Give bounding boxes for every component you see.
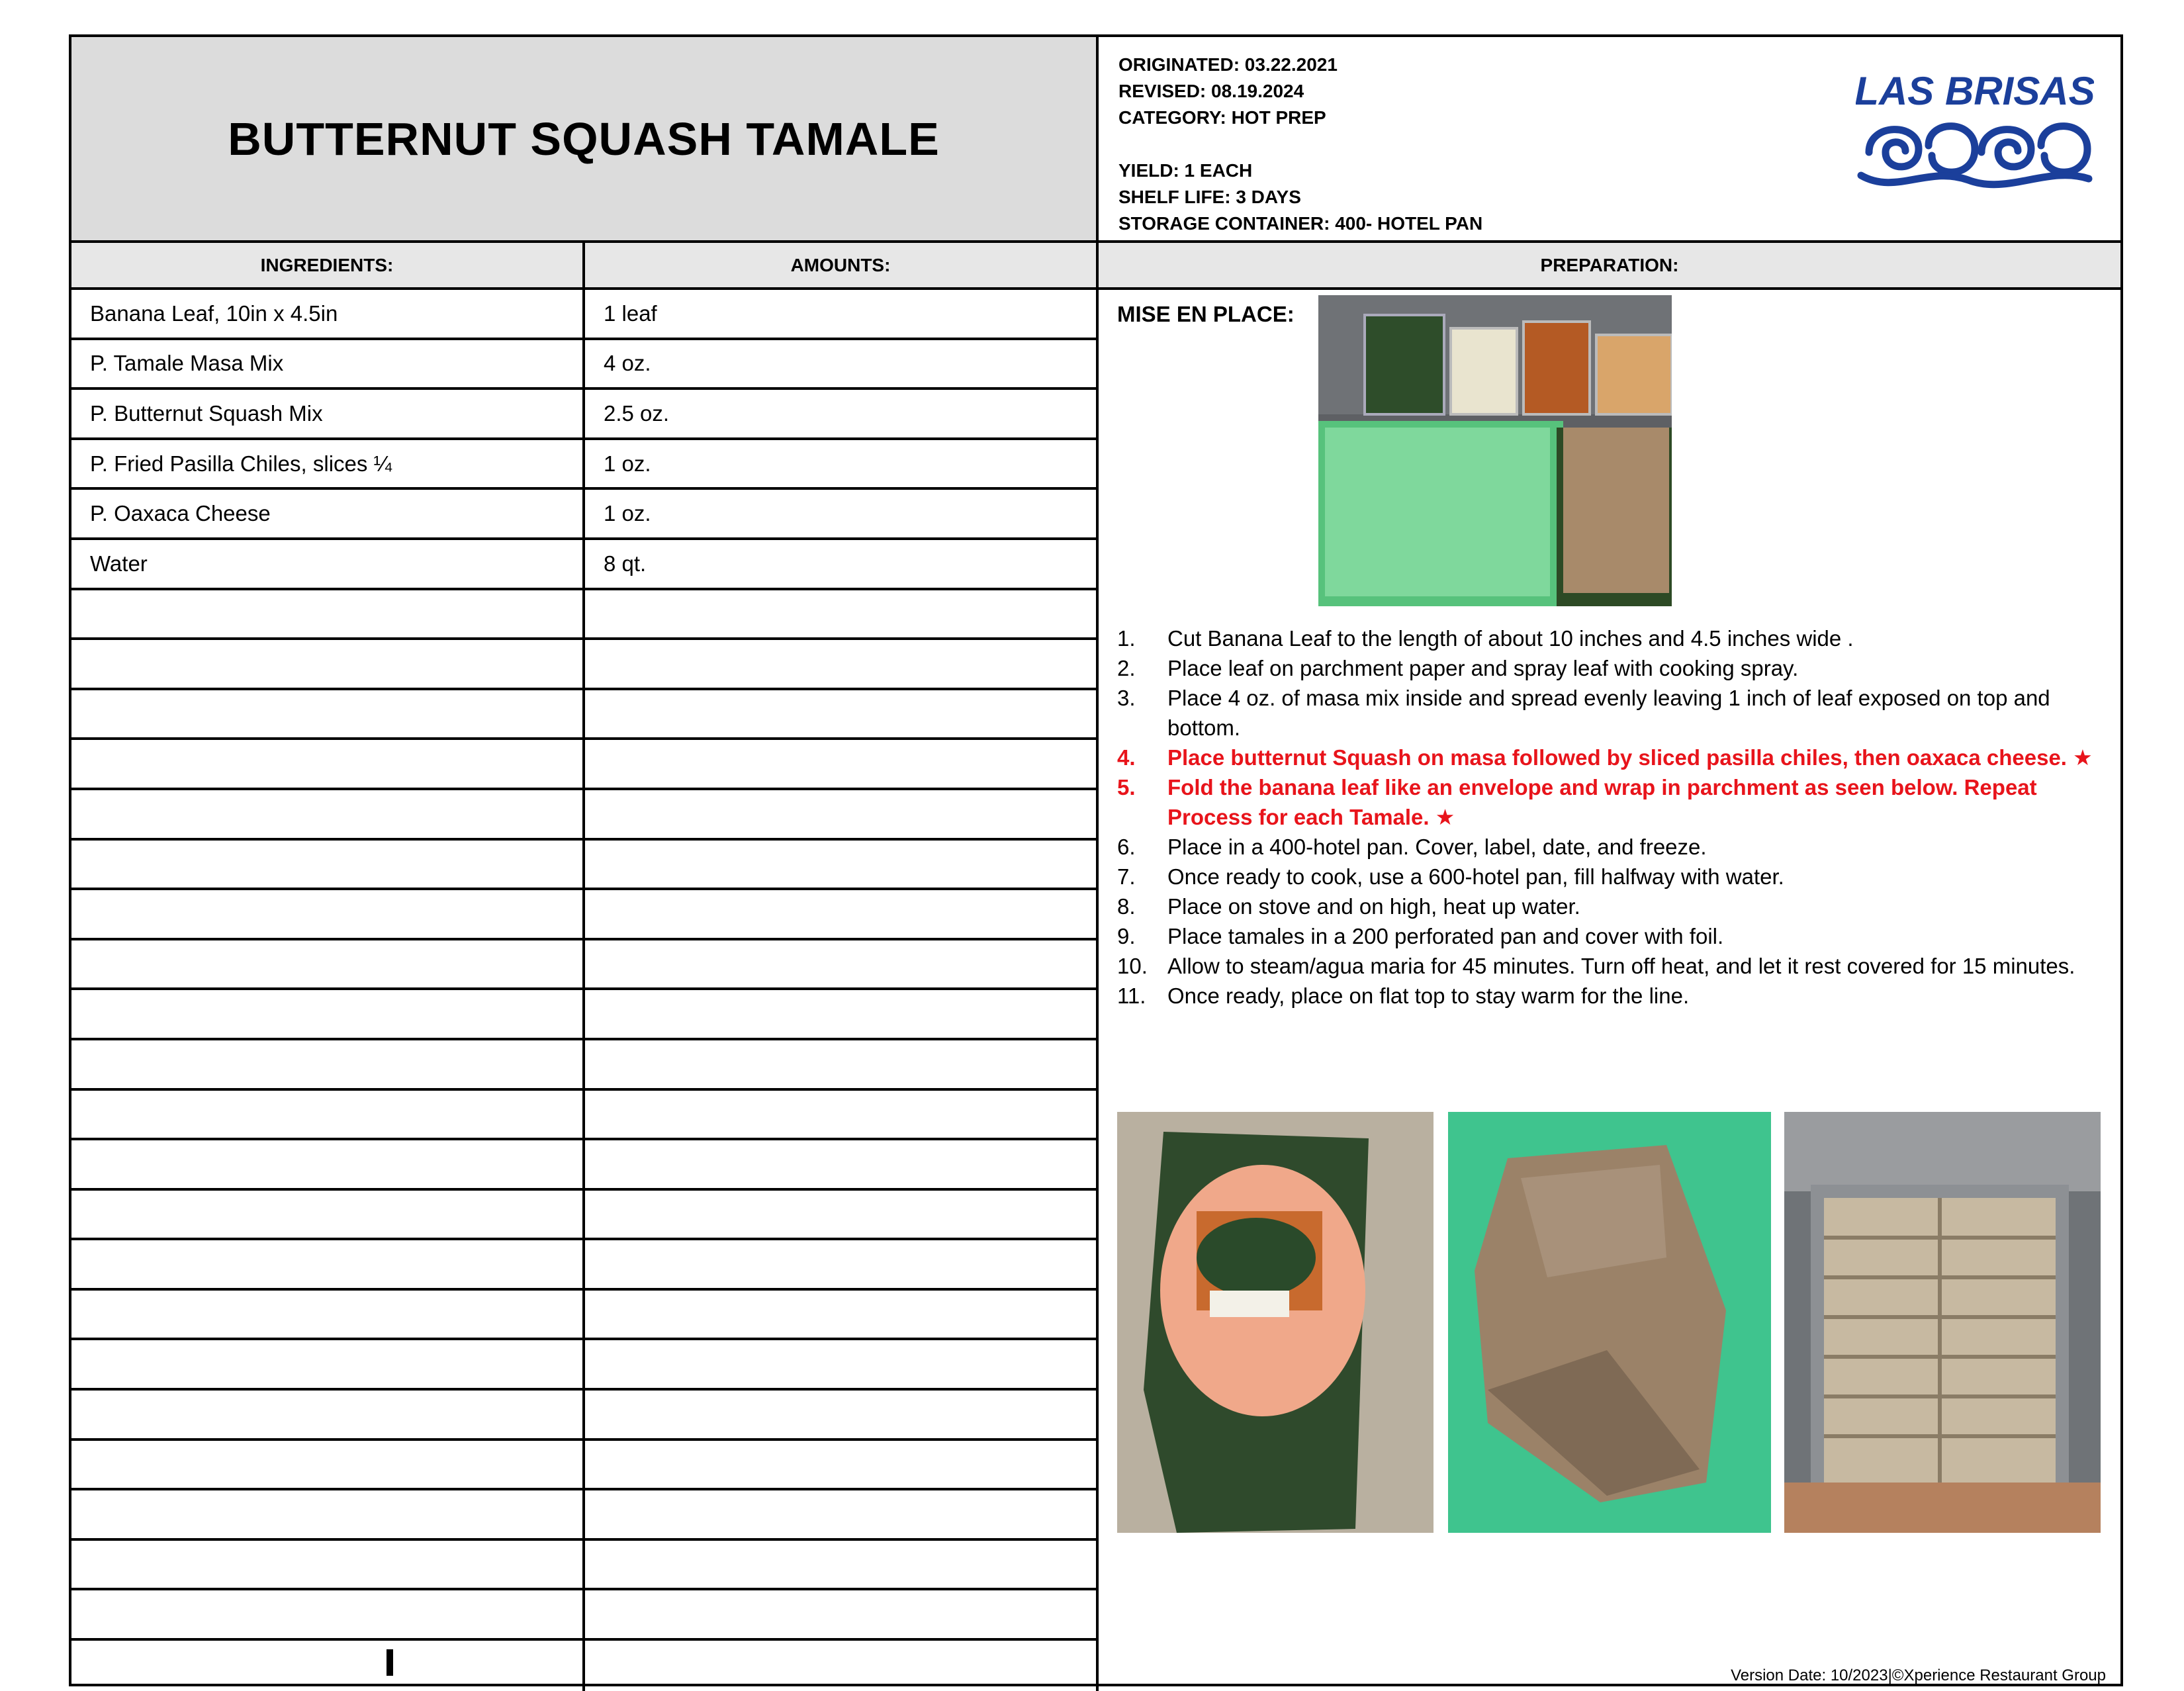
mise-en-place-label: MISE EN PLACE: <box>1117 302 1295 326</box>
ingredient-name <box>71 990 585 1038</box>
step-number: 1. <box>1117 626 1136 651</box>
ingredient-amount <box>585 640 1099 688</box>
meta-block <box>1118 52 1482 237</box>
step-number: 10. <box>1117 954 1148 978</box>
step-number: 2. <box>1117 656 1136 680</box>
wrapped-tamale-photo <box>1448 1112 1771 1533</box>
amounts-header: AMOUNTS: <box>585 243 1099 290</box>
ingredient-row <box>71 1541 1099 1591</box>
ingredient-row <box>71 1391 1099 1441</box>
tamales-in-pan-photo <box>1784 1112 2101 1533</box>
step-number: 7. <box>1117 864 1136 889</box>
ingredient-amount <box>585 1391 1099 1438</box>
step-number: 8. <box>1117 894 1136 919</box>
svg-text:LAS BRISAS: LAS BRISAS <box>1856 69 2094 113</box>
step-text: Cut Banana Leaf to the length of about 10 inches and 4.5 inches wide . <box>1167 626 1854 651</box>
ingredient-amount <box>585 790 1099 838</box>
step-text: Place on stove and on high, heat up water. <box>1167 894 1580 919</box>
ingredient-name <box>71 890 585 938</box>
ingredient-amount: 1 oz. <box>585 440 1099 488</box>
ingredient-amount <box>585 1240 1099 1288</box>
ingredient-amount: 2.5 oz. <box>585 390 1099 437</box>
ingredient-name: P. Butternut Squash Mix <box>71 390 585 437</box>
step-text: Place tamales in a 200 perforated pan and cover with foil. <box>1167 924 1724 948</box>
ingredient-name <box>71 940 585 988</box>
ingredient-amount <box>585 590 1099 638</box>
step-number: 11. <box>1117 983 1146 1008</box>
recipe-title: BUTTERNUT SQUASH TAMALE <box>228 113 940 165</box>
ingredient-name <box>71 1091 585 1138</box>
step-text: Once ready, place on flat top to stay warm for the line. <box>1167 983 1690 1008</box>
ingredient-amount <box>585 940 1099 988</box>
preparation-step <box>1117 683 2097 743</box>
ingredient-amount <box>585 1291 1099 1338</box>
ingredient-row <box>71 940 1099 991</box>
ingredient-amount <box>585 1340 1099 1388</box>
preparation-step <box>1117 743 2097 772</box>
ingredient-amount <box>585 1191 1099 1238</box>
ingredients-header: INGREDIENTS: <box>71 243 585 290</box>
ingredient-name <box>71 1140 585 1188</box>
ingredient-name <box>71 1391 585 1438</box>
originated-date: ORIGINATED: 03.22.2021 <box>1118 54 1338 75</box>
preparation-steps <box>1117 623 2097 1011</box>
ingredient-row <box>71 1291 1099 1341</box>
ingredient-row <box>71 1191 1099 1241</box>
ingredient-name <box>71 1340 585 1388</box>
title-cell <box>71 37 1099 243</box>
ingredient-row <box>71 1590 1099 1641</box>
ingredient-amount: 1 oz. <box>585 490 1099 537</box>
ingredient-amount <box>585 1140 1099 1188</box>
text-cursor-mark <box>387 1649 393 1676</box>
preparation-header: PREPARATION: <box>1099 243 2120 290</box>
ingredient-amount <box>585 1641 1099 1691</box>
category: CATEGORY: HOT PREP <box>1118 107 1326 128</box>
preparation-step <box>1117 951 2097 981</box>
ingredient-row <box>71 290 1099 340</box>
preparation-step <box>1117 623 2097 653</box>
ingredient-amount <box>585 1040 1099 1088</box>
ingredient-row <box>71 1441 1099 1491</box>
step-number: 5. <box>1117 775 1136 800</box>
ingredient-amount <box>585 1541 1099 1588</box>
meta-cell <box>1099 37 2120 243</box>
ingredient-row <box>71 390 1099 440</box>
tamale-filling-photo <box>1117 1112 1433 1533</box>
ingredient-name <box>71 1240 585 1288</box>
step-text: Place leaf on parchment paper and spray leaf with cooking spray. <box>1167 656 1799 680</box>
preparation-step <box>1117 653 2097 683</box>
preparation-step <box>1117 921 2097 951</box>
ingredient-row <box>71 1091 1099 1141</box>
ingredient-row <box>71 1140 1099 1191</box>
ingredient-row <box>71 440 1099 490</box>
ingredient-amount: 4 oz. <box>585 340 1099 388</box>
ingredient-amount <box>585 990 1099 1038</box>
step-number: 6. <box>1117 835 1136 859</box>
storage-container: STORAGE CONTAINER: 400- HOTEL PAN <box>1118 213 1483 234</box>
ingredient-amount <box>585 841 1099 888</box>
ingredient-name <box>71 1590 585 1638</box>
ingredient-name <box>71 690 585 738</box>
ingredient-name <box>71 590 585 638</box>
ingredient-name <box>71 640 585 688</box>
ingredient-name: P. Oaxaca Cheese <box>71 490 585 537</box>
ingredient-name: Banana Leaf, 10in x 4.5in <box>71 290 585 338</box>
preparation-step <box>1117 862 2097 891</box>
ingredient-name <box>71 1541 585 1588</box>
shelf-life: SHELF LIFE: 3 DAYS <box>1118 187 1301 207</box>
preparation-step <box>1117 891 2097 921</box>
ingredient-name: P. Fried Pasilla Chiles, slices ¼ <box>71 440 585 488</box>
ingredient-name <box>71 740 585 788</box>
ingredient-row <box>71 1040 1099 1091</box>
ingredient-amount <box>585 890 1099 938</box>
step-text: Allow to steam/agua maria for 45 minutes. Turn off heat, and let it rest covered for 15 minutes. <box>1167 954 2075 978</box>
step-text: Place butternut Squash on masa followed by sliced pasilla chiles, then oaxaca cheese. ★ <box>1167 745 2093 770</box>
ingredient-name: Water <box>71 540 585 588</box>
ingredient-row <box>71 340 1099 390</box>
ingredient-name <box>71 1641 585 1691</box>
preparation-step <box>1117 772 2097 832</box>
ingredient-amount <box>585 1441 1099 1488</box>
step-text: Once ready to cook, use a 600-hotel pan, fill halfway with water. <box>1167 864 1784 889</box>
ingredient-name <box>71 1191 585 1238</box>
step-text: Fold the banana leaf like an envelope and wrap in parchment as seen below. Repeat Process for each Tamale. ★ <box>1167 775 2037 829</box>
mise-en-place-photo <box>1318 295 1672 606</box>
ingredient-row <box>71 540 1099 590</box>
ingredient-row <box>71 841 1099 891</box>
ingredient-amount: 8 qt. <box>585 540 1099 588</box>
step-text: Place in a 400-hotel pan. Cover, label, date, and freeze. <box>1167 835 1707 859</box>
ingredient-row <box>71 490 1099 540</box>
ingredient-name <box>71 1441 585 1488</box>
step-number: 9. <box>1117 924 1136 948</box>
ingredient-name: P. Tamale Masa Mix <box>71 340 585 388</box>
ingredient-amount: 1 leaf <box>585 290 1099 338</box>
ingredient-row <box>71 740 1099 790</box>
ingredient-row <box>71 640 1099 690</box>
step-number: 4. <box>1117 745 1136 770</box>
revised-date: REVISED: 08.19.2024 <box>1118 81 1304 101</box>
ingredient-row <box>71 1490 1099 1541</box>
ingredient-row <box>71 790 1099 841</box>
ingredient-row <box>71 990 1099 1040</box>
preparation-step <box>1117 981 2097 1011</box>
ingredient-name <box>71 1490 585 1538</box>
ingredient-row <box>71 1240 1099 1291</box>
recipe-sheet <box>69 34 2123 1686</box>
ingredient-row <box>71 1340 1099 1391</box>
las-brisas-logo <box>1856 66 2094 199</box>
ingredient-amount <box>585 740 1099 788</box>
yield: YIELD: 1 EACH <box>1118 160 1253 181</box>
ingredient-name <box>71 1040 585 1088</box>
ingredient-amount <box>585 690 1099 738</box>
ingredient-name <box>71 790 585 838</box>
preparation-step <box>1117 832 2097 862</box>
version-footer: Version Date: 10/2023|©Xperience Restaurant Group <box>1731 1667 2106 1684</box>
ingredient-name <box>71 1291 585 1338</box>
ingredient-name <box>71 841 585 888</box>
ingredient-amount <box>585 1490 1099 1538</box>
ingredient-row <box>71 1641 1099 1691</box>
ingredients-table <box>71 290 1099 1691</box>
ingredient-row <box>71 690 1099 741</box>
ingredient-amount <box>585 1091 1099 1138</box>
ingredient-amount <box>585 1590 1099 1638</box>
ingredient-row <box>71 590 1099 641</box>
step-text: Place 4 oz. of masa mix inside and spread evenly leaving 1 inch of leaf exposed on top and bottom. <box>1167 686 2050 740</box>
step-number: 3. <box>1117 686 1136 710</box>
ingredient-row <box>71 890 1099 940</box>
preparation-section <box>1099 290 2120 1686</box>
